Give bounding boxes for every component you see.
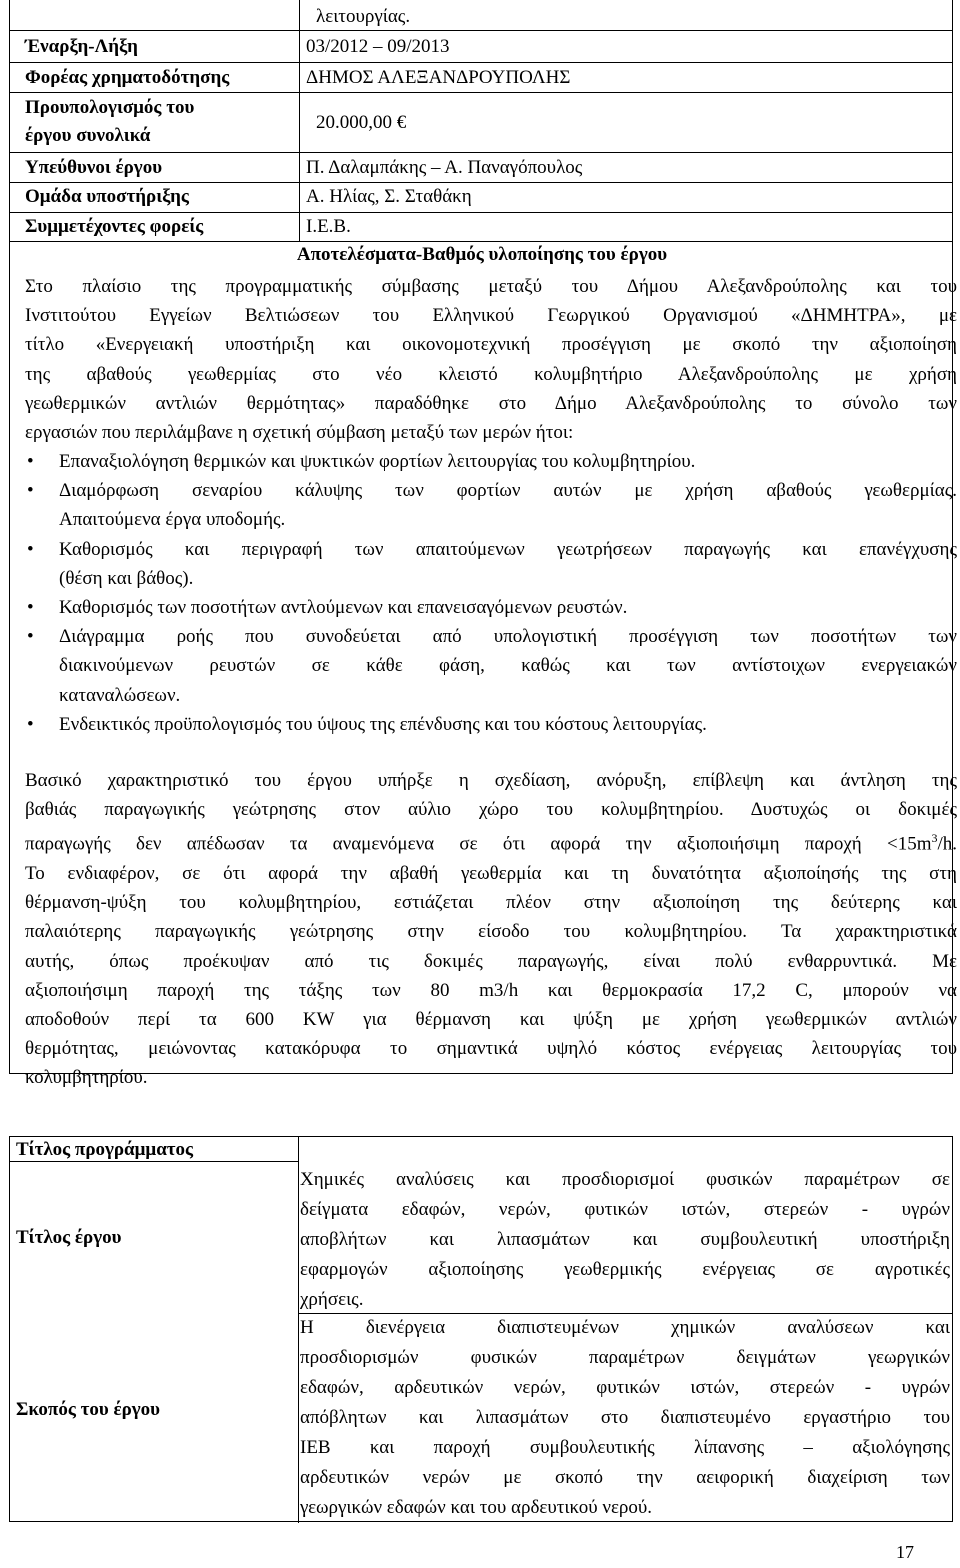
label-budget-line2: έργου συνολικά [25,125,151,146]
value-budget: 20.000,00 € [316,112,407,133]
intro-line: γεωθερμικών αντλιών θερμότητας» παραδόθηκε στο Δήμο Αλεξανδρούπολης το σύνολο των [25,392,957,414]
label-support-team: Ομάδα υποστήριξης [25,186,189,207]
value-funding-body: ΔΗΜΟΣ ΑΛΕΞΑΝΔΡΟΥΠΟΛΗΣ [306,67,571,88]
previous-page-continuation: λειτουργίας. [316,6,411,27]
value-participants: Ι.Ε.Β. [306,216,351,237]
project-title-label: Τίτλος έργου [16,1227,122,1248]
label-participants: Συμμετέχοντες φορείς [25,216,204,237]
list-item: • Επαναξιολόγηση θερμικών και ψυκτικών φορτίων λειτουργίας του κολυμβητηρίου. [25,447,957,476]
page-number: 17 [896,1542,914,1562]
list-item: • Ενδεικτικός προϋπολογισμός του ύψους της επένδυσης και του κόστους λειτουργίας. [25,710,957,739]
intro-line: τίτλο «Ενεργειακή υποστήριξη και οικονομοτεχνική προσέγγιση με σκοπό την αξιοποίηση [25,334,957,356]
list-item: • Διάγραμμα ροής που συνοδεύεται από υπολογιστική προσέγγιση των ποσοτήτων των διακινούμενων ρευστών σε κάθε φάση, καθώς και των αντίστοιχων ενεργειακών καταναλώσεων. [25,622,957,710]
value-support-team: Α. Ηλίας, Σ. Σταθάκη [306,186,472,207]
intro-paragraph [25,272,957,447]
label-funding-body: Φορέας χρηματοδότησης [25,67,230,88]
results-heading: Αποτελέσματα-Βαθμός υλοποίησης του έργου [296,244,668,265]
intro-line: εργασιών που περιλάμβανε η σχετική σύμβαση μεταξύ των μερών ήτοι: [25,422,574,444]
project-info-box [9,0,957,1089]
info-table [9,0,953,242]
intro-line: Στο πλαίσιο της προγραμματικής σύμβασης μεταξύ του Δήμου Αλεξανδρούπολης και του [25,276,957,297]
list-item: • Καθορισμός και περιγραφή των απαιτούμενων γεωτρήσεων παραγωγής και επανέγχυσης (θέση και βάθος). [25,535,957,593]
program-table [9,1136,953,1522]
program-title-label: Τίτλος προγράμματος [16,1139,194,1160]
intro-line: Ινστιτούτου Εγγείων Βελτιώσεων του Ελληνικού Γεωργικού Οργανισμού «ΔΗΜΗΤΡΑ», με [25,305,957,327]
list-item: • Διαμόρφωση σεναρίου κάλυψης των φορτίων αυτών με χρήση αβαθούς γεωθερμίας. Απαιτούμενα έργα υποδομής. [25,476,957,534]
list-item: • Καθορισμός των ποσοτήτων αντλούμενων και επανεισαγόμενων ρευστών. [25,593,957,622]
summary-paragraph: Βασικό χαρακτηριστικό του έργου υπήρξε η σχεδίαση, ανόρυξη, επίβλεψη και άντληση της βαθιάς παραγωγικής γεώτρησης στον αύλιο χώρο του κολυμβητηρίου. Δυστυχώς οι δοκιμές παραγωγής δεν απέδωσαν τα αναμενόμενα σε ότι αφορά την αξιοποιήσιμη $\pi\alpha\rho o\chi ή <15m^3/h$. Το ενδιαφέρον, σε ότι αφορά την αβαθή γεωθερμία και τη δυνατότητα αξιοποίησής της στη θέρμανση-ψύξη του κολυμβητηρίου, εστιάζεται πλέον στην αξιοποίηση της δεύτερης και παλαιότερης παραγωγικής γεώτρησης στην είσοδο του κολυμβητηρίου. Τα χαρακτηριστικά αυτής, όπως προέκυψαν από τις δοκιμές παραγωγής, είναι πολύ ενθαρρυντικά. Με αξιοποιήσιμη παροχή της τάξης των 80 m3/h και θερμοκρασία 17,2 C, μπορούν να αποδοθούν περί τα 600 KW για θέρμανση και ψύξη με χρήση γεωθερμικών αντλιών θερμότητας, μειώνοντας κατακόρυφα το σημαντικά υψηλό κόστος ενέργειας λειτουργίας του κολυμβητηρίου. [25,770,957,1089]
value-start-end: 03/2012 – 09/2013 [306,36,450,57]
intro-line: της αβαθούς γεωθερμίας στο νέο κλειστό κολυμβητήριο Αλεξανδρούπολης με χρήση [25,363,957,385]
label-start-end: Έναρξη-Λήξη [25,36,138,57]
purpose-value: Η διενέργεια διαπιστευμένων χημικών αναλύσεων και προσδιορισμών φυσικών παραμέτρων δειγμάτων γεωργικών εδαφών, αρδευτικών νερών, φυτικών ιστών, στερεών - υγρών απόβλητων και λιπασμάτων στο διαπιστευμένο εργαστήριο του ΙΕΒ και παροχή συμβουλευτικής λίπανσης – αξιολόγησης αρδευτικών νερών με σκοπό την αειφορική διαχείριση των γεωργικών εδαφών και του αρδευτικού νερού. [300,1317,950,1518]
purpose-label: Σκοπός του έργου [16,1399,161,1420]
project-title-value: Χημικές αναλύσεις και προσδιορισμοί φυσικών παραμέτρων σε δείγματα εδαφών, νερών, φυτικών ιστών, στερεών - υγρών αποβλήτων και λιπασμάτων και συμβουλευτική υποστήριξη εφαρμογών αξιοποίησης γεωθερμικής ενέργειας σε αγροτικές χρήσεις. [300,1169,950,1310]
label-budget-line1: Προυπολογισμός του [25,97,195,118]
value-responsible: Π. Δαλαμπάκης – Α. Παναγόπουλος [306,157,583,178]
label-responsible: Υπεύθυνοι έργου [25,157,163,178]
deliverables-list [25,447,957,739]
